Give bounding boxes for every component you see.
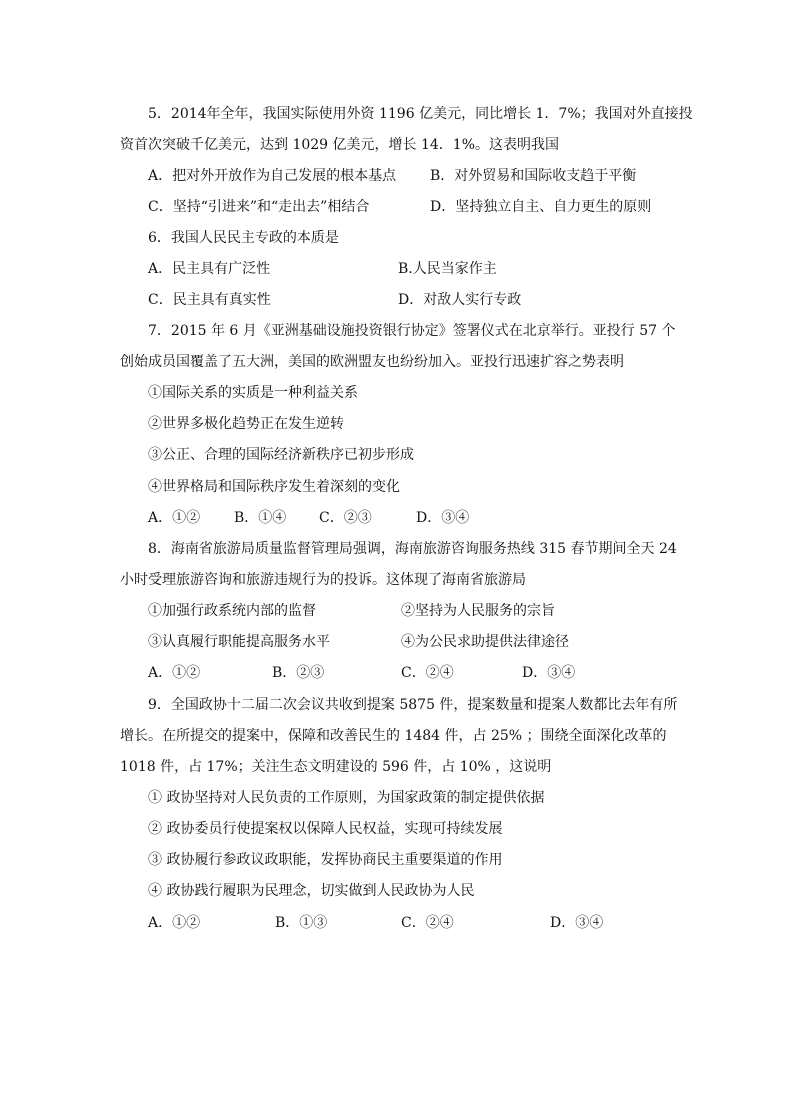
q8-option-c: C．②④: [401, 665, 454, 681]
q9-statement-2: ② 政协委员行使提案权以保障人民权益，实现可持续发展: [148, 821, 503, 837]
q8-option-b: B．②③: [272, 665, 325, 681]
q6-option-c: C．民主具有真实性: [148, 292, 271, 308]
q5-option-d: D．坚持独立自主、自力更生的原则: [430, 199, 652, 215]
q8-option-a: A．①②: [148, 665, 201, 681]
q5-option-b: B．对外贸易和国际收支趋于平衡: [430, 168, 637, 184]
q5-option-a: A．把对外开放作为自己发展的根本基点: [148, 168, 397, 184]
q7-option-c: C．②③: [319, 510, 372, 526]
q9-option-a: A．①②: [148, 915, 201, 931]
q5-option-c: C．坚持“引进来”和“走出去”相结合: [148, 199, 370, 215]
q5-stem-line1: 5．2014年全年，我国实际使用外资 1196 亿美元，同比增长 1．7%；我国对外直接投: [148, 106, 693, 122]
q9-statement-1: ① 政协坚持对人民负责的工作原则，为国家政策的制定提供依据: [148, 790, 545, 806]
q9-statement-4: ④ 政协践行履职为民理念，切实做到人民政协为人民: [148, 883, 475, 899]
q7-option-d: D．③④: [416, 510, 470, 526]
q6-stem-line1: 6．我国人民民主专政的本质是: [148, 230, 339, 246]
q7-option-a: A．①②: [148, 510, 201, 526]
q7-stem-line1: 7．2015 年 6 月《亚洲基础设施投资银行协定》签署仪式在北京举行。亚投行 57 个: [148, 323, 676, 339]
q9-stem-line1: 9．全国政协十二届二次会议共收到提案 5875 件，提案数量和提案人数都比去年有所: [148, 697, 678, 713]
q8-stem-line1: 8．海南省旅游局质量监督管理局强调，海南旅游咨询服务热线 315 春节期间全天 24: [148, 541, 677, 557]
q6-option-b: B.人民当家作主: [398, 261, 497, 277]
q7-stem-line2: 创始成员国覆盖了五大洲，美国的欧洲盟友也纷纷加入。亚投行迅速扩容之势表明: [120, 354, 624, 370]
q9-statement-3: ③ 政协履行参政议政职能，发挥协商民主重要渠道的作用: [148, 852, 503, 868]
q7-statement-2: ②世界多极化趋势正在发生逆转: [148, 416, 344, 432]
q7-statement-4: ④世界格局和国际秩序发生着深刻的变化: [148, 479, 400, 495]
q8-statement-1: ①加强行政系统内部的监督: [148, 603, 316, 619]
q7-option-b: B．①④: [234, 510, 287, 526]
q9-option-d: D．③④: [550, 915, 604, 931]
q9-option-b: B．①③: [275, 915, 328, 931]
q7-statement-3: ③公正、合理的国际经济新秩序已初步形成: [148, 447, 414, 463]
q9-stem-line2: 增长。在所提交的提案中，保障和改善民生的 1484 件，占 25% ；围绕全面深化改革的: [120, 728, 667, 744]
q7-statement-1: ①国际关系的实质是一种利益关系: [148, 385, 358, 401]
q9-stem-line3: 1018 件，占 17%；关注生态文明建设的 596 件，占 10% ，这说明: [120, 759, 552, 775]
q6-option-a: A．民主具有广泛性: [148, 261, 271, 277]
q6-option-d: D．对敌人实行专政: [398, 292, 522, 308]
q8-stem-line2: 小时受理旅游咨询和旅游违规行为的投诉。这体现了海南省旅游局: [120, 572, 526, 588]
q5-stem-line2: 资首次突破千亿美元，达到 1029 亿美元，增长 14．1%。这表明我国: [120, 137, 560, 153]
q8-option-d: D．③④: [522, 665, 576, 681]
q8-statement-2: ②坚持为人民服务的宗旨: [401, 603, 555, 619]
q8-statement-3: ③认真履行职能提高服务水平: [148, 634, 330, 650]
q9-option-c: C．②④: [401, 915, 454, 931]
q8-statement-4: ④为公民求助提供法律途径: [401, 634, 569, 650]
